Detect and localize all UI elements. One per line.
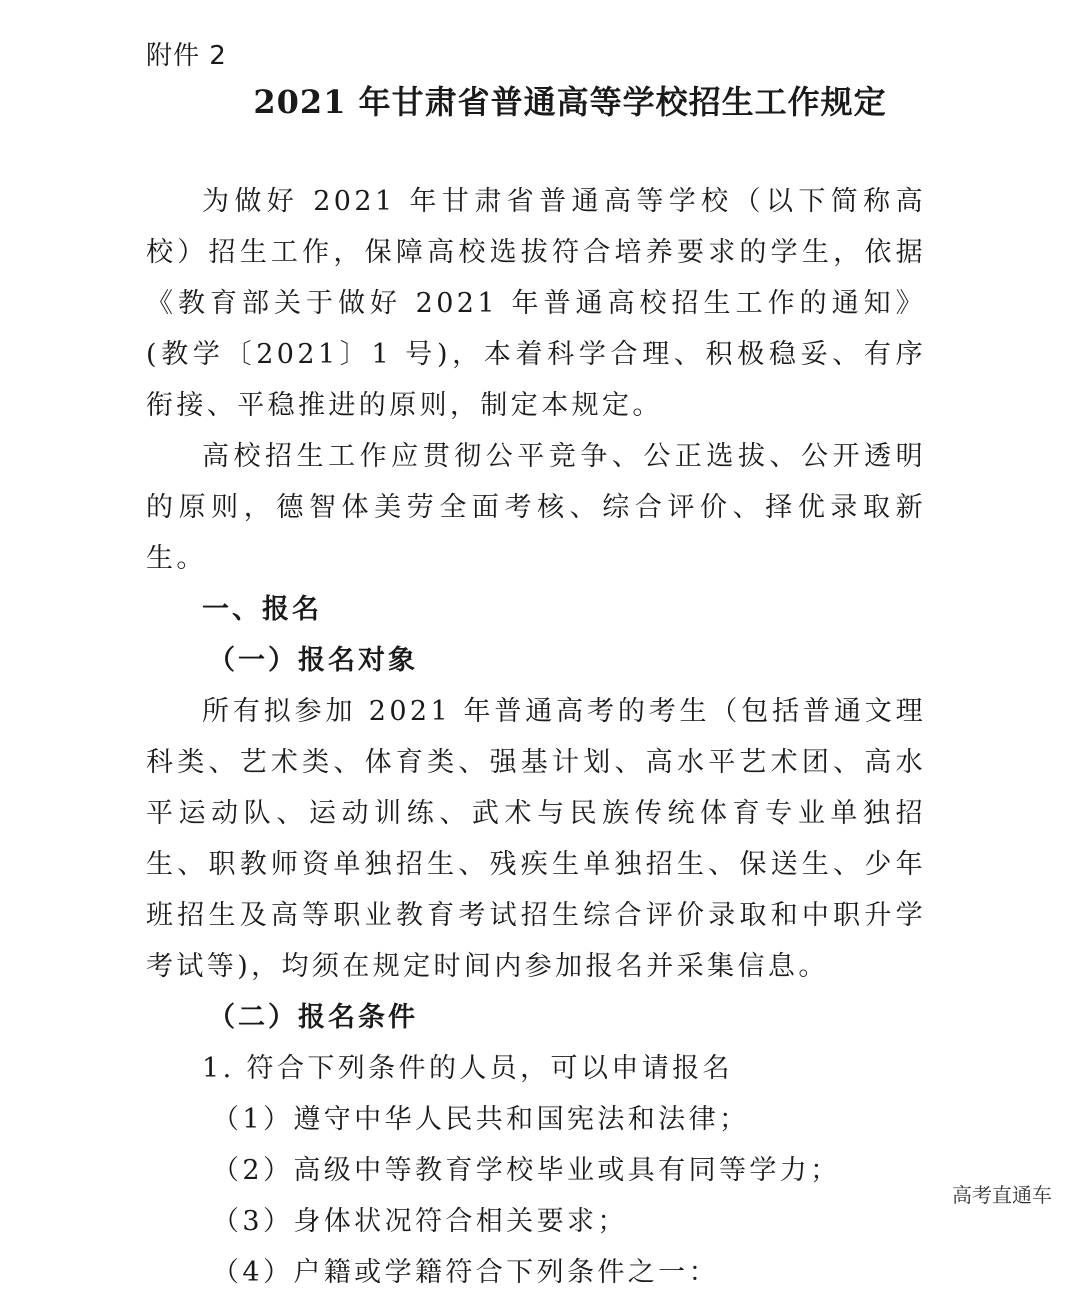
subsection-1-paragraph: 所有拟参加 2021 年普通高考的考生（包括普通文理科类、艺术类、体育类、强基计划、高水平艺术团、高水平运动队、运动训练、武术与民族传统体育专业单独招生、职教师资单独招生、残疾生单独招生、保送生、少年班招生及高等职业教育考试招生综合评价录取和中职升学考试等)，均须在规定时间内参加报名并采集信息。 xyxy=(146,696,926,982)
document-body xyxy=(146,176,926,1298)
intro-paragraph-2: 高校招生工作应贯彻公平竞争、公正选拔、公开透明的原则，德智体美劳全面考核、综合评价、择优录取新生。 xyxy=(146,441,926,574)
section-1-heading: 一、报名 xyxy=(202,594,322,625)
condition-item: （3）身体状况符合相关要求； xyxy=(212,1206,628,1237)
condition-item: （2）高级中等教育学校毕业或具有同等学力； xyxy=(212,1155,841,1186)
subsection-2-heading: （二）报名条件 xyxy=(208,1002,418,1033)
watermark-text: 高考直通车 xyxy=(952,1183,1052,1207)
conditions-lead: 1. 符合下列条件的人员，可以申请报名 xyxy=(202,1053,733,1084)
intro-paragraph-1: 为做好 2021 年甘肃省普通高等学校（以下简称高校）招生工作，保障高校选拔符合培养要求的学生，依据《教育部关于做好 2021 年普通高校招生工作的通知》(教学〔2021〕1 号)，本着科学合理、积极稳妥、有序衔接、平稳推进的原则，制定本规定。 xyxy=(146,186,926,421)
condition-item: （4）户籍或学籍符合下列条件之一： xyxy=(212,1257,719,1288)
document-title: 2021 年甘肃省普通高等学校招生工作规定 xyxy=(253,83,887,121)
conditions-list xyxy=(146,1094,926,1298)
condition-item: （1）遵守中华人民共和国宪法和法律； xyxy=(212,1104,750,1135)
attachment-label: 附件 2 xyxy=(146,41,227,71)
subsection-1-heading: （一）报名对象 xyxy=(208,645,418,676)
